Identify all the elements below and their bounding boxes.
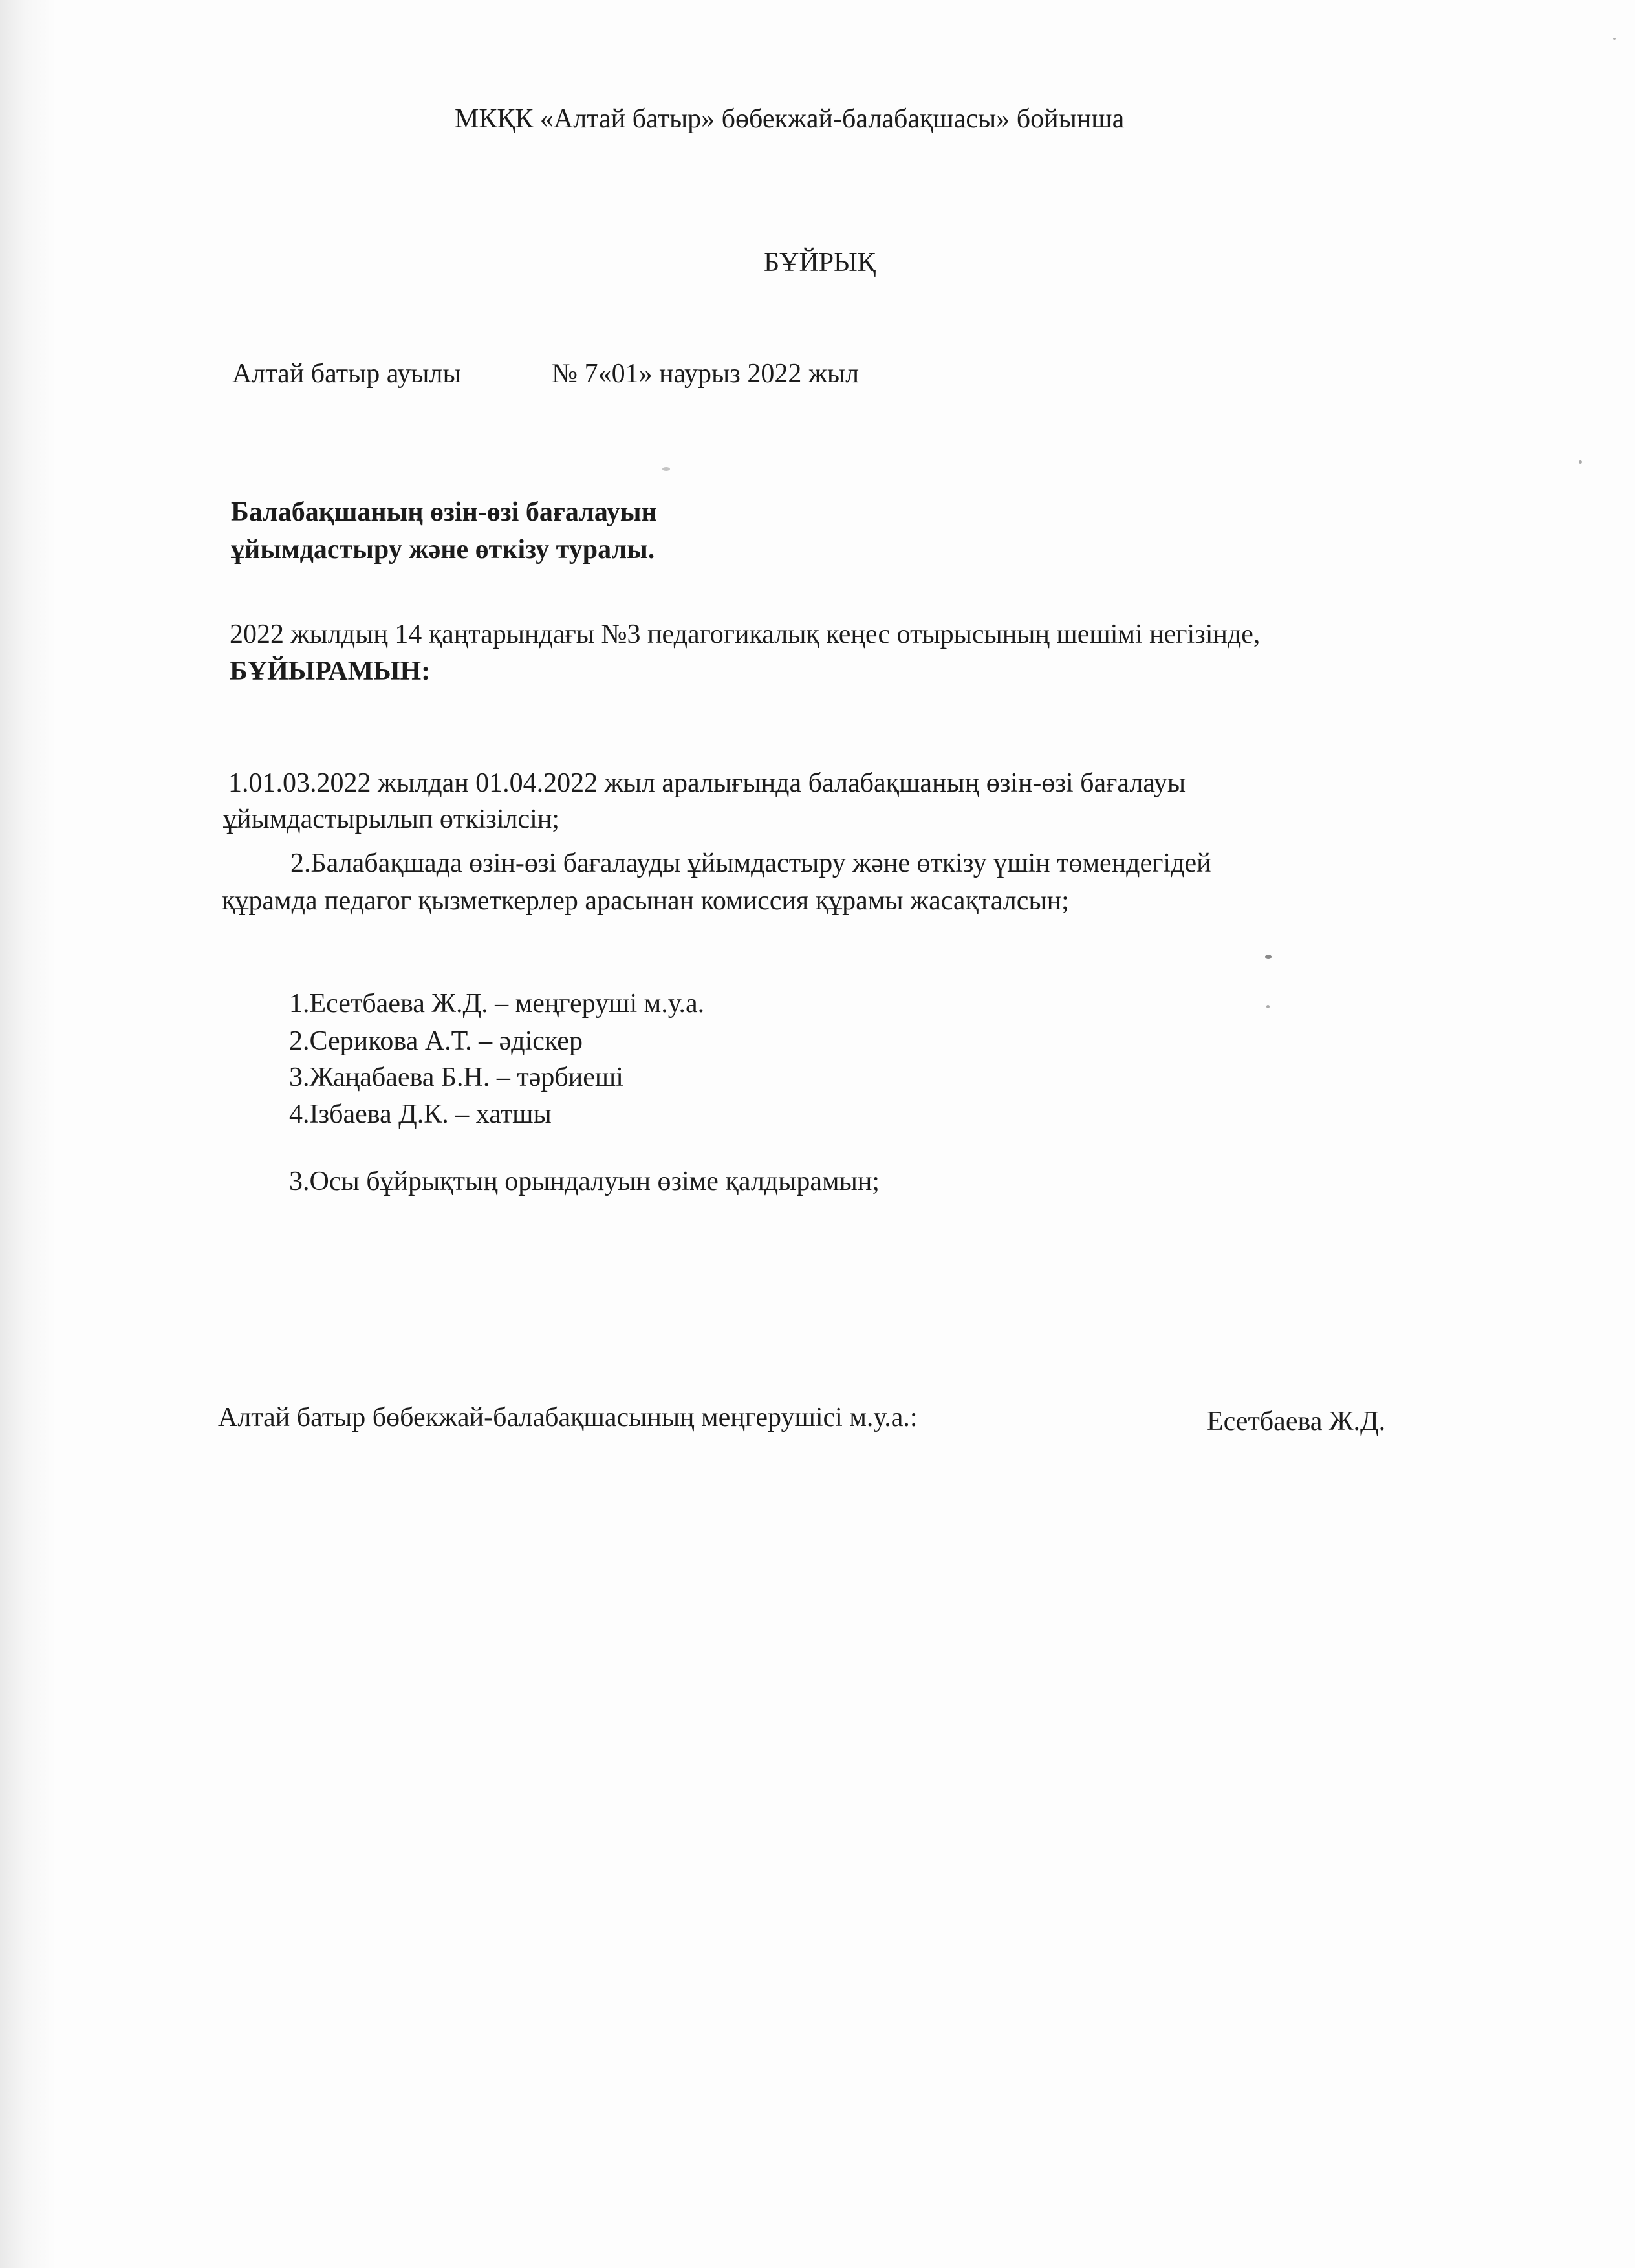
item-2-line-1: 2.Балабақшада өзін-өзі бағалауды ұйымдастыру және өткізу үшін төмендегідей xyxy=(290,848,1211,878)
signature-position: Алтай батыр бөбекжай-балабақшасының меңгерушісі м.у.а.: xyxy=(218,1403,918,1432)
subject-line-2: ұйымдастыру және өткізу туралы. xyxy=(231,535,655,565)
item-3: 3.Осы бұйрықтың орындалуын өзіме қалдырамын; xyxy=(289,1167,880,1196)
commission-member: 1.Есетбаева Ж.Д. – меңгеруші м.у.а. xyxy=(289,989,705,1019)
item-2-line-2: құрамда педагог қызметкерлер арасынан комиссия құрамы жасақталсын; xyxy=(222,886,1069,916)
scan-speck xyxy=(662,467,670,471)
subject-line-1: Балабақшаның өзін-өзі бағалауын xyxy=(231,497,657,527)
basis-text: 2022 жылдың 14 қаңтарындағы №3 педагогикалық кеңес отырысының шешімі негізінде, xyxy=(230,620,1261,649)
organization-heading: МКҚК «Алтай батыр» бөбекжай-балабақшасы» бойынша xyxy=(455,104,1125,134)
scan-speck xyxy=(1265,955,1272,959)
order-word: БҰЙЫРАМЫН: xyxy=(230,656,431,686)
scan-speck xyxy=(1579,460,1582,464)
document-title: БҰЙРЫҚ xyxy=(764,248,876,277)
commission-member: 3.Жаңабаева Б.Н. – тәрбиеші xyxy=(289,1063,623,1092)
order-number-date: № 7«01» наурыз 2022 жыл xyxy=(552,359,860,389)
place-label: Алтай батыр ауылы xyxy=(232,359,461,389)
signature-name: Есетбаева Ж.Д. xyxy=(1207,1407,1386,1436)
item-1-line-1: 1.01.03.2022 жылдан 01.04.2022 жыл аралығында балабақшаның өзін-өзі бағалауы xyxy=(228,768,1186,798)
scan-speck xyxy=(1266,1005,1270,1008)
commission-member: 4.Ізбаева Д.К. – хатшы xyxy=(289,1099,552,1129)
scan-speck xyxy=(1613,38,1616,40)
scan-edge-shadow xyxy=(0,0,56,2268)
item-1-line-2: ұйымдастырылып өткізілсін; xyxy=(223,805,559,834)
commission-member: 2.Серикова А.Т. – әдіскер xyxy=(289,1026,583,1056)
